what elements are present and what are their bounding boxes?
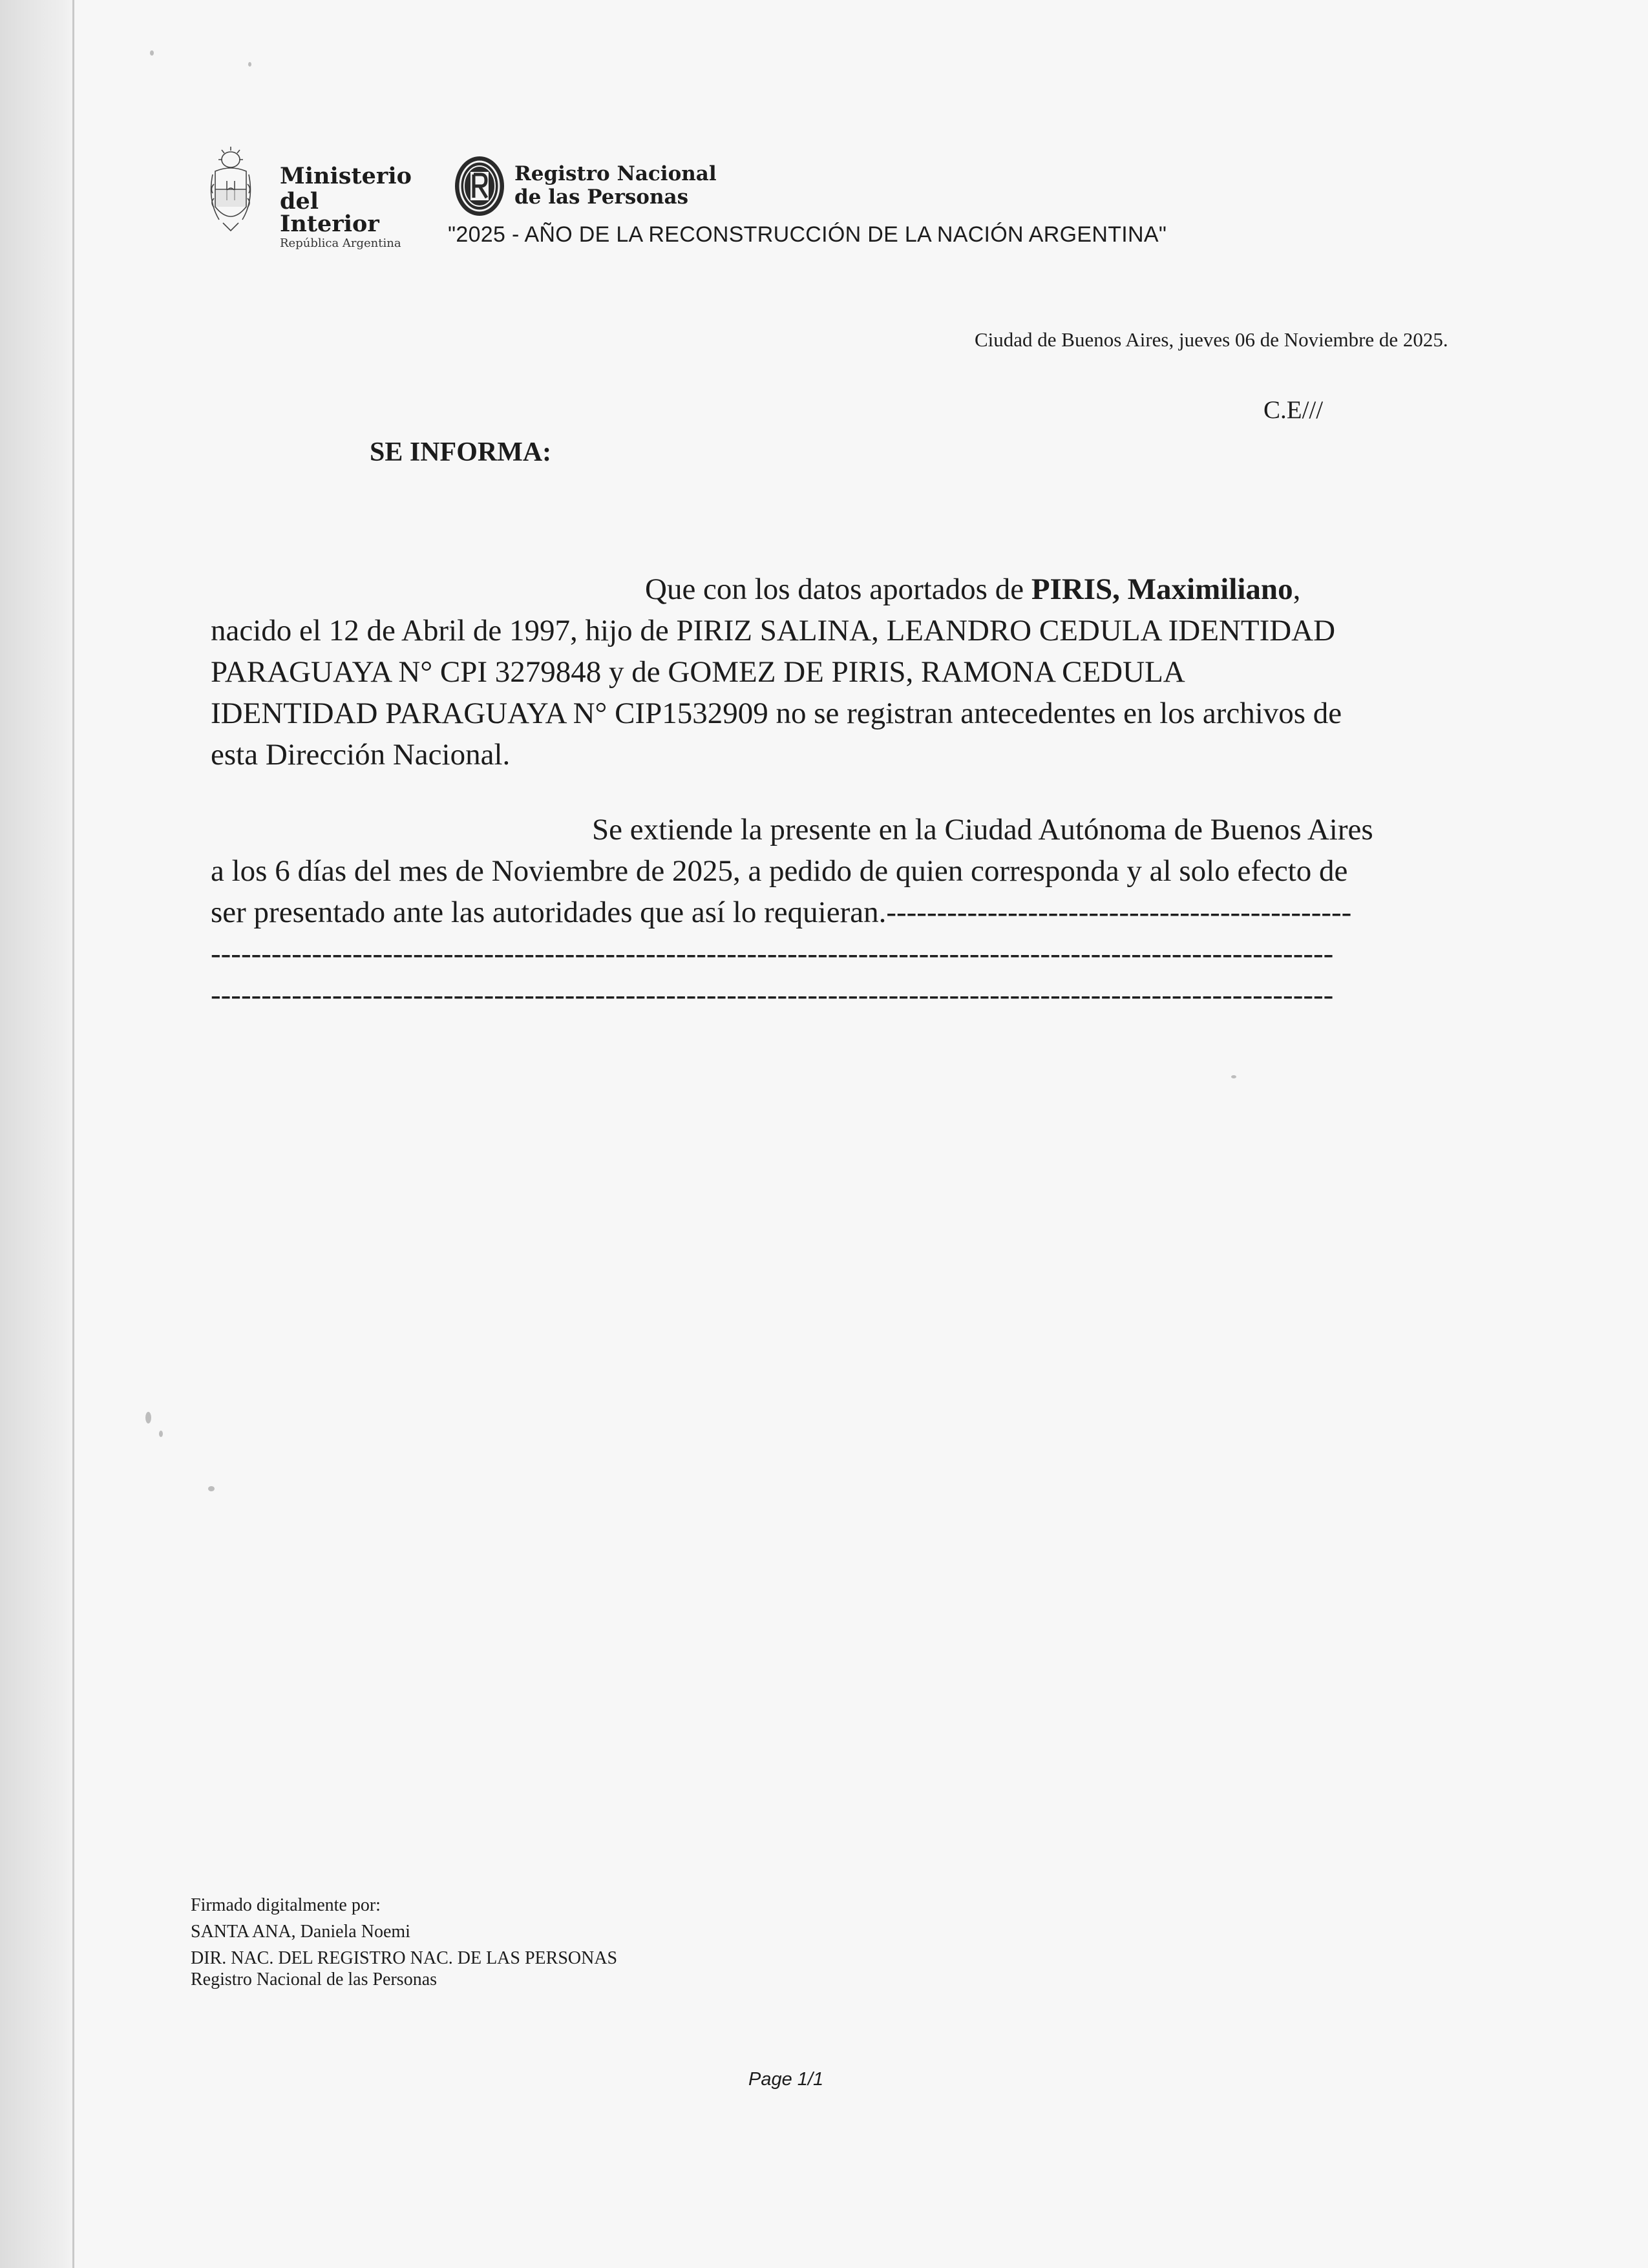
paragraph-2-line-1: Se extiende la presente en la Ciudad Autónoma de Buenos Aires (592, 813, 1373, 846)
scan-speck (248, 62, 251, 67)
scan-edge (0, 0, 72, 2268)
renaper-r-icon (452, 154, 507, 218)
scan-speck (208, 1486, 215, 1491)
renaper-logo (452, 154, 724, 218)
renaper-line1: Registro Nacional (514, 162, 717, 185)
ministerio-line3: República Argentina (280, 236, 401, 250)
paragraph-1-line-5: esta Dirección Nacional. (211, 738, 511, 772)
ministerio-logo (210, 145, 417, 250)
ministerio-line2: del Interior (280, 188, 379, 237)
subject-name: PIRIS, Maximiliano (1031, 572, 1293, 606)
paragraph-1-line-3: PARAGUAYA N° CPI 3279848 y de GOMEZ DE PIRIS, RAMONA CEDULA (211, 655, 1185, 689)
renaper-line2: de las Personas (514, 185, 689, 209)
signature-block (191, 1895, 617, 1990)
paragraph-1-lead-end: , (1293, 572, 1301, 606)
ministerio-line1: Ministerio (280, 163, 412, 189)
scan-speck (145, 1412, 151, 1423)
year-motto: "2025 - AÑO DE LA RECONSTRUCCIÓN DE LA NACIÓN ARGENTINA" (448, 222, 1167, 247)
document-heading: SE INFORMA: (370, 437, 552, 467)
signer-name: SANTA ANA, Daniela Noemi (191, 1922, 410, 1942)
date-line: Ciudad de Buenos Aires, jueves 06 de Noviembre de 2025. (975, 328, 1448, 351)
national-shield-icon (210, 145, 251, 242)
signer-position: DIR. NAC. DEL REGISTRO NAC. DE LAS PERSONAS (191, 1948, 618, 1968)
paragraph-1-line-4: IDENTIDAD PARAGUAYA N° CIP1532909 no se registran antecedentes en los archivos de (211, 697, 1342, 730)
paragraph-2 (211, 809, 1419, 1016)
dash-filler-line-2: --------------------------------------------------------------------------------------------------------------- (211, 978, 1334, 1012)
paragraph-2-line-2: a los 6 días del mes de Noviembre de 2025, a pedido de quien corresponda y al solo efecto de (211, 854, 1348, 888)
paragraph-1-line-2: nacido el 12 de Abril de 1997, hijo de PIRIZ SALINA, LEANDRO CEDULA IDENTIDAD (211, 614, 1336, 647)
signature-label: Firmado digitalmente por: (191, 1895, 381, 1915)
scan-speck (150, 50, 154, 56)
paragraph-2-line-3: ser presentado ante las autoridades que así lo requieran.---------------------------------------------- (211, 896, 1352, 929)
scan-speck (1231, 1075, 1236, 1078)
signer-organization: Registro Nacional de las Personas (191, 1969, 438, 1990)
dash-filler-line-1: --------------------------------------------------------------------------------------------------------------- (211, 937, 1334, 971)
paragraph-1-lead: Que con los datos aportados de (645, 572, 1031, 606)
reference-code: C.E/// (1263, 396, 1324, 424)
paragraph-1-line-1 (211, 569, 1419, 610)
paragraph-1 (211, 569, 1419, 775)
scan-speck (159, 1431, 163, 1437)
page-number: Page 1/1 (748, 2069, 824, 2090)
